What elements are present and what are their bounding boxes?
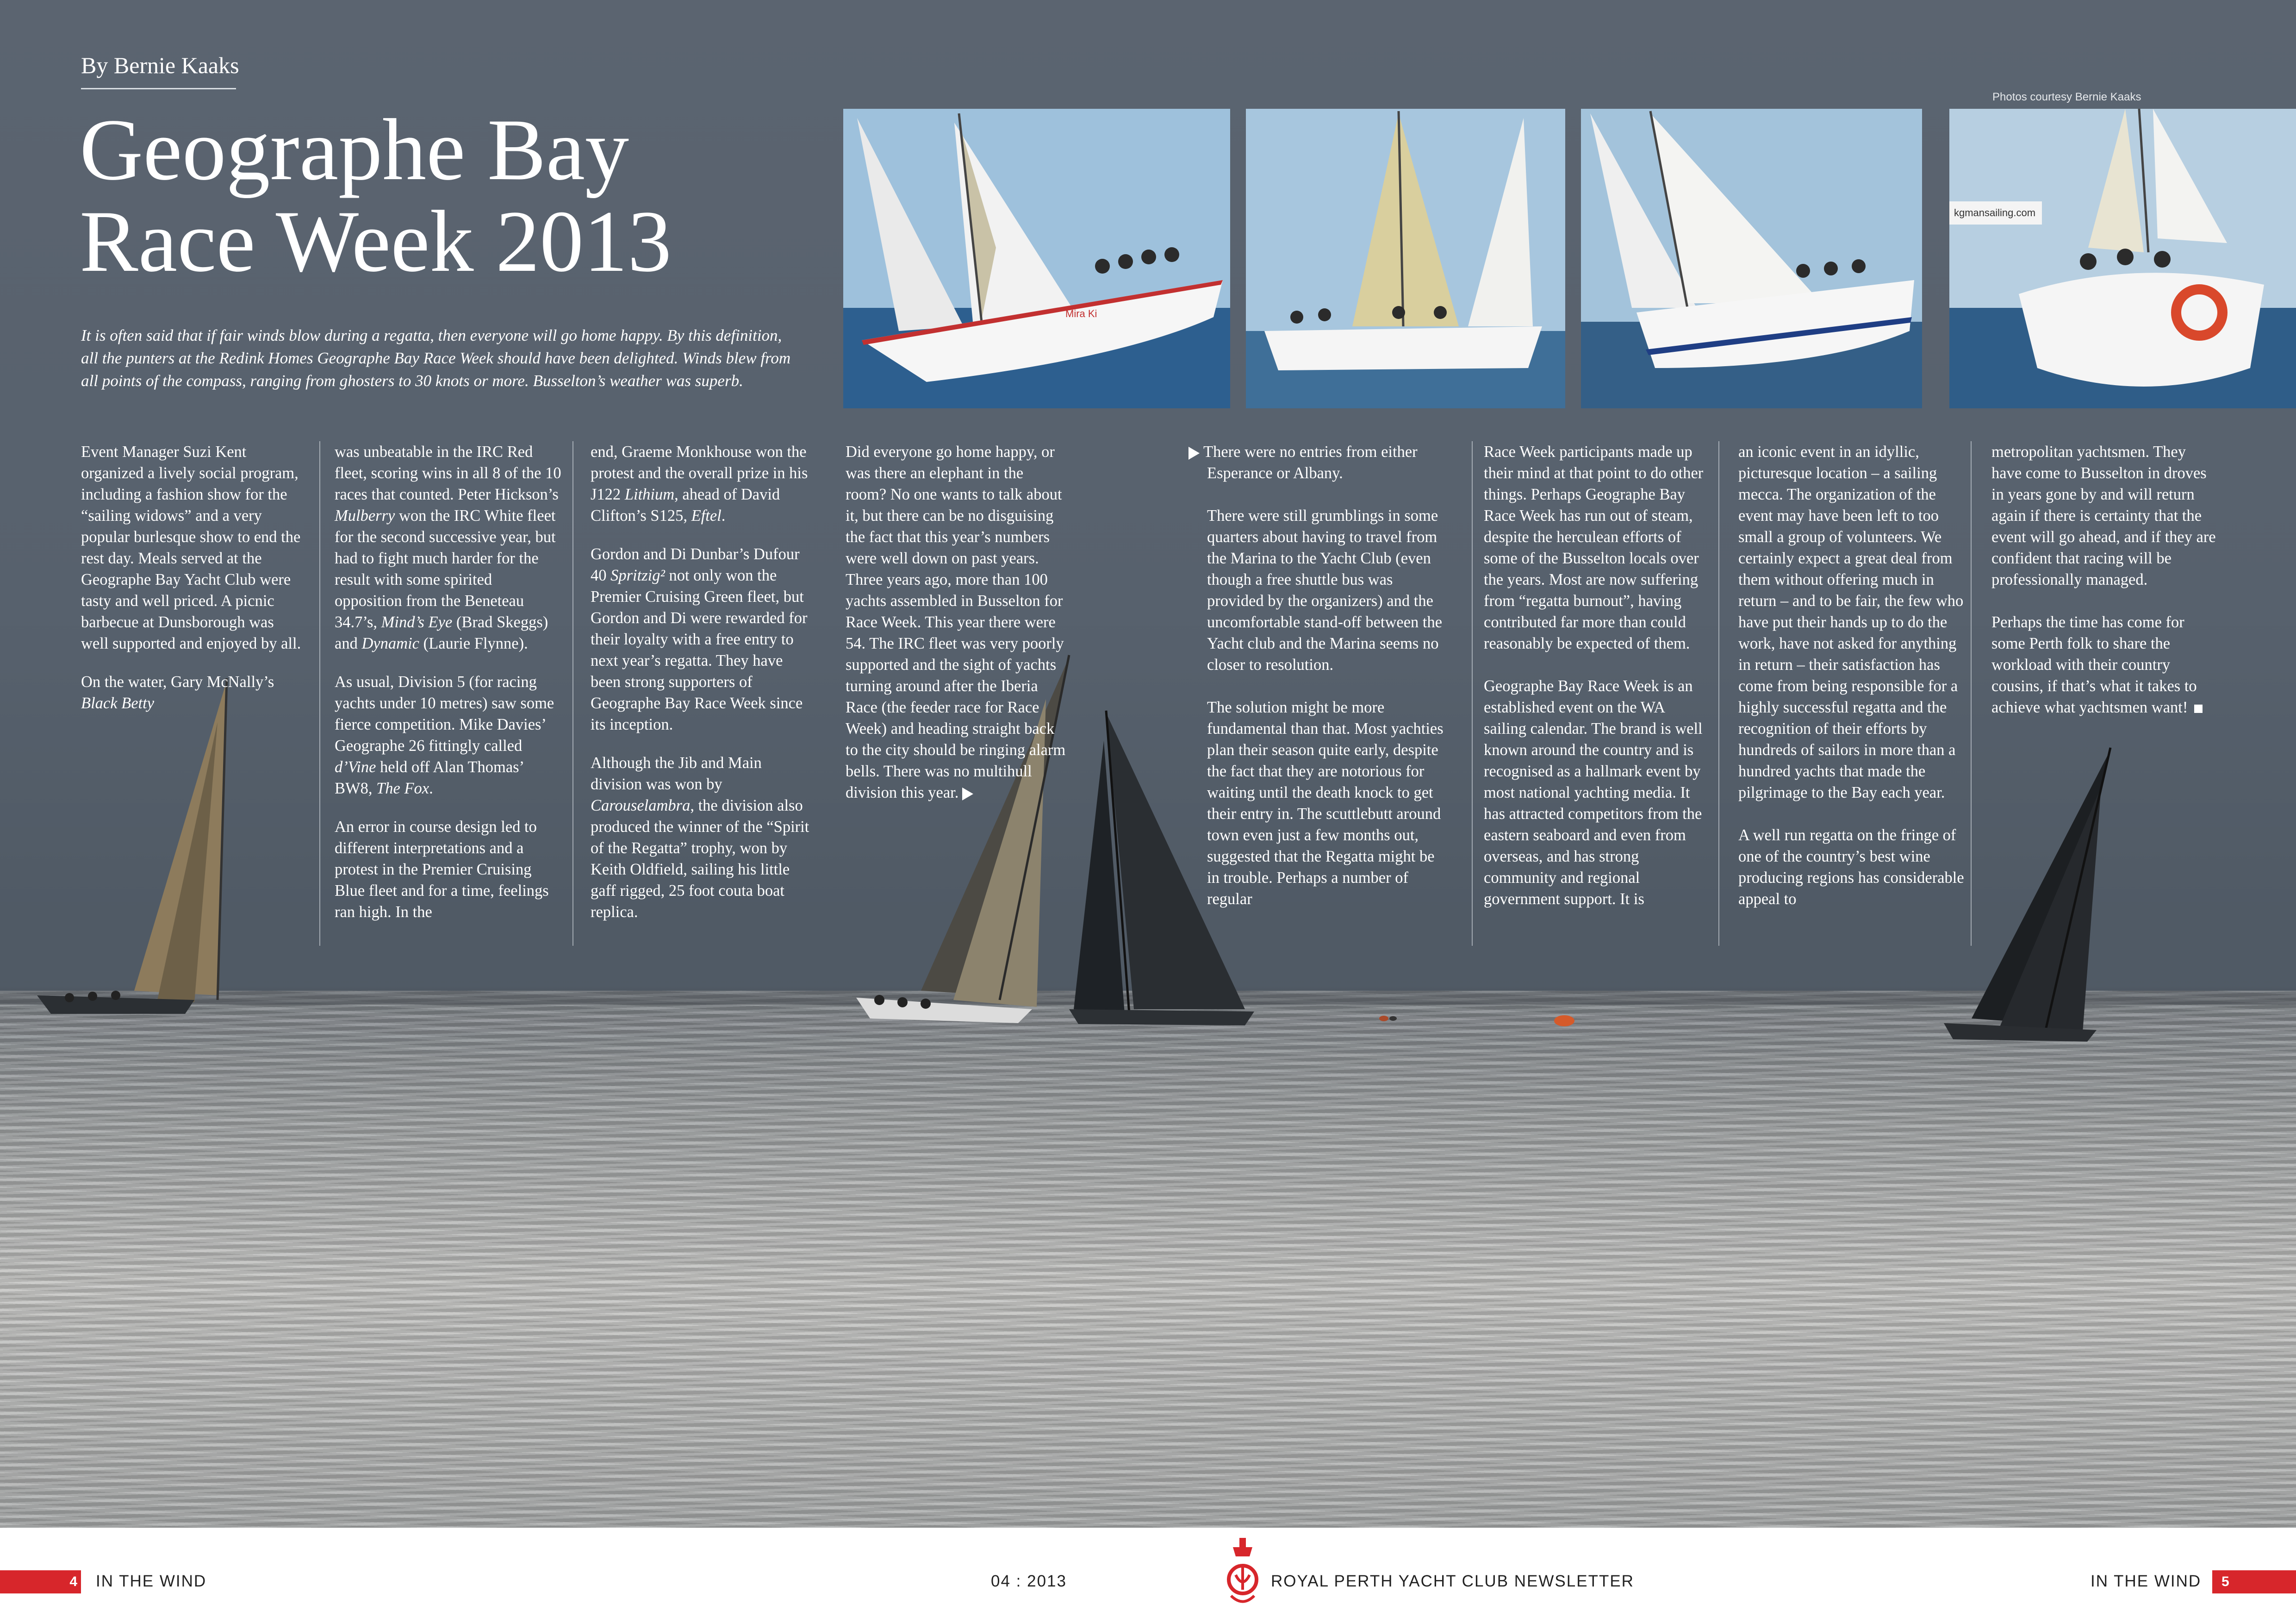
column-rule: [572, 441, 573, 946]
text-column-6: [1484, 441, 1711, 931]
paragraph: an iconic event in an idyllic, picturesque location – a sailing mecca. The organization of the event may have been left to too small a group of volunteers. We certainly expect a great deal from them without offering much in return – and to be fair, the few who have put their hands up to do the work, have not asked for anything in return – their satisfaction has come from being responsible for a highly successful regatta and the recognition of their efforts by hundreds of sailors in more than a hundred yachts that made the pilgrimage to the Bay each year.: [1738, 443, 1964, 801]
paragraph: Race Week participants made up their mind at that point to do other things. Perhaps Geographe Bay Race Week has run out of steam, despite the herculean efforts of some of the Busselton locals over the years. Most are now suffering from “regatta burnout”, having contributed far more than could reasonably be expected of them.: [1484, 443, 1704, 652]
text-column-5: [1203, 441, 1448, 931]
paragraph: As usual, Division 5 (for racing yachts under 10 metres) saw some fierce competition. Mike Davies’ Geographe 26 fittingly called d’Vine held off Alan Thomas’ BW8, The Fox.: [335, 673, 554, 797]
club-name: ROYAL PERTH YACHT CLUB NEWSLETTER: [1271, 1572, 1634, 1590]
left-footer-label: IN THE WIND: [96, 1572, 207, 1590]
paragraph: Perhaps the time has come for some Perth folk to share the workload with their country cousins, if that’s what it takes to achieve what yachtsmen want!: [1991, 612, 2218, 718]
paragraph: was unbeatable in the IRC Red fleet, scoring wins in all 8 of the 10 races that counted. Peter Hickson’s Mulberry won the IRC White fleet for the second successive year, but had to fight much harder for the result with some spirited opposition from the Beneteau 34.7’s, Mind’s Eye (Brad Skeggs) and Dynamic (Laurie Flynne).: [335, 443, 561, 652]
photo4-banner-text: kgmansailing.com: [1954, 207, 2036, 219]
left-page-number: 4: [0, 1570, 81, 1593]
byline: By Bernie Kaaks: [81, 52, 239, 78]
paragraph: There were no entries from either Esperance or Albany.: [1207, 441, 1448, 484]
column-rule: [319, 441, 320, 946]
yacht-silhouette-right: [1944, 748, 2110, 1042]
paragraph: Although the Jib and Main division was won by Carouselambra, the division also produced the winner of the “Spirit of the Regatta” trophy, won by Keith Oldfield, sailing his little gaff rigged, 25 foot couta boat replica.: [591, 754, 809, 921]
continue-arrow-icon: [962, 787, 973, 800]
club-crest-icon: [1226, 1538, 1259, 1607]
paragraph: Event Manager Suzi Kent organized a lively social program, including a fashion show for the “sailing widows” and a very popular burlesque show to end the rest day. Meals served at the Geographe Bay Yacht Club were tasty and well priced. A picnic barbecue at Dunsborough was well supported and enjoyed by all.: [81, 443, 301, 652]
continued-arrow-icon: [1188, 447, 1200, 460]
paragraph: Geographe Bay Race Week is an established event on the WA sailing calendar. The brand is well known around the country and is recognised as a hallmark event by most national yachting media. It has attracted competitors from the eastern seaboard and even from overseas, and has strong community and regional government support. It is: [1484, 677, 1703, 908]
text-column-7: [1738, 441, 1965, 931]
title-line-2: Race Week 2013: [80, 193, 672, 290]
photo-yacht-3: [1581, 109, 1922, 408]
text-column-4: [846, 441, 1068, 820]
race-buoys: [1379, 1015, 1574, 1026]
text-column-8: [1991, 441, 2218, 739]
paragraph: The solution might be more fundamental than that. Most yachties plan their season quite early, despite the fact that they are notorious for waiting until the death knock to get their entry in. The scuttlebutt around town even just a few months out, suggested that the Regatta might be in trouble. Perhaps a number of regular: [1207, 699, 1444, 908]
photo1-hull-text: Mira Ki: [1065, 308, 1097, 319]
paragraph: A well run regatta on the fringe of one of the country’s best wine producing regions has considerable appeal to: [1738, 826, 1964, 908]
text-column-3: [591, 441, 813, 940]
paragraph: end, Graeme Monkhouse won the protest and the overall prize in his J122 Lithium, ahead of David Clifton’s S125, Eftel.: [591, 443, 808, 525]
right-page-number: 5: [2212, 1570, 2296, 1593]
text-column-2: [335, 441, 561, 940]
paragraph: An error in course design led to different interpretations and a protest in the Premier Cruising Blue fleet and for a time, feelings ran high. In the: [335, 818, 549, 921]
column-rule: [1971, 441, 1972, 946]
title-line-1: Geographe Bay: [80, 101, 629, 199]
byline-rule: [81, 88, 236, 89]
paragraph: metropolitan yachtsmen. They have come to Busselton in droves in years gone by and will return again if there is certainty that the event will go ahead, and if they are confident that racing will be professionally managed.: [1991, 443, 2216, 588]
photo-yacht-1: [843, 109, 1230, 408]
photo-yacht-2: [1246, 109, 1565, 408]
paragraph: Did everyone go home happy, or was there an elephant in the room? No one wants to talk about it, but there can be no disguising the fact that this year’s numbers were well down on past years. Three years ago, more than 100 yachts assembled in Busselton for Race Week. This year there were 54. The IRC fleet was very poorly supported and the sight of yachts turning around after the Iberia Race (the feeder race for Race Week) and heading straight back to the city should be ringing alarm bells. There was no multihull division this year.: [846, 443, 1066, 801]
right-footer-label: IN THE WIND: [2091, 1572, 2202, 1590]
issue-number: 04 : 2013: [991, 1572, 1067, 1590]
paragraph: Gordon and Di Dunbar’s Dufour 40 Spritzig² not only won the Premier Cruising Green fleet, but Gordon and Di were rewarded for their loyalty with a free entry to next year’s regatta. They have been strong supporters of Geographe Bay Race Week since its inception.: [591, 545, 808, 733]
photo-credit: Photos courtesy Bernie Kaaks: [1992, 91, 2141, 103]
column-rule: [1472, 441, 1473, 946]
photo-yacht-4: [1949, 109, 2296, 408]
page-footer: [0, 1528, 2296, 1624]
article-title: [80, 101, 672, 290]
paragraph: On the water, Gary McNally’s Black Betty: [81, 673, 274, 712]
text-column-1: [81, 441, 303, 731]
column-rule: [1718, 441, 1719, 946]
end-mark-icon: [2194, 705, 2203, 713]
paragraph: There were still grumblings in some quarters about having to travel from the Marina to the Yacht Club (even though a free shuttle bus was provided by the organizers) and the uncomfortable stand-off between the Yacht club and the Marina seems no closer to resolution.: [1207, 507, 1443, 674]
intro-paragraph: It is often said that if fair winds blow during a regatta, then everyone will go home happy. By this definition, all the punters at the Redink Homes Geographe Bay Race Week should have been delighted. Winds blew from all points of the compass, ranging from ghosters to 30 knots or more. Busselton’s weather was superb.: [81, 326, 791, 390]
